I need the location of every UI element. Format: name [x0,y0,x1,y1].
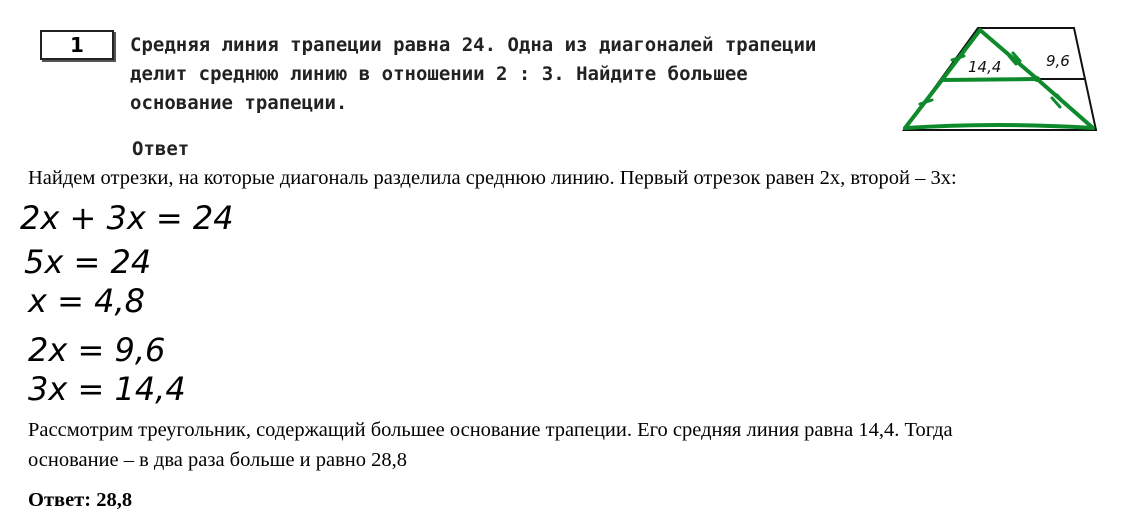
solution-consider-line-2: основание – в два раза больше и равно 28,8 [28,449,408,471]
handwritten-step-2: 5x = 24 [24,243,152,281]
task-line-3: основание трапеции. [130,92,348,114]
final-answer: Ответ: 28,8 [28,489,133,511]
handwritten-step-1: 2x + 3x = 24 [20,199,234,237]
handwritten-step-4: 2x = 9,6 [28,331,166,369]
handwritten-equations [0,0,260,420]
segment-label-left: 14,4 [968,58,1002,76]
handwritten-step-5: 3x = 14,4 [28,370,186,408]
task-answer-prefix: Ответ [132,138,190,160]
solution-intro: Найдем отрезки, на которые диагональ разделила среднюю линию. Первый отрезок равен 2х, второй – 3х: [28,167,957,189]
handwritten-step-3: x = 4,8 [28,282,145,320]
solution-consider-line-1: Рассмотрим треугольник, содержащий большее основание трапеции. Его средняя линия равна 14,4. Тогда [28,419,953,441]
task-number: 1 [70,33,84,57]
midline-intersection-dot [1034,76,1040,82]
trapezoid-figure [896,18,1102,136]
task-line-2: делит среднюю линию в отношении 2 : 3. Найдите большее [130,63,748,85]
segment-label-right: 9,6 [1046,52,1070,70]
task-line-1: Средняя линия трапеции равна 24. Одна из диагоналей трапеции [130,34,817,56]
